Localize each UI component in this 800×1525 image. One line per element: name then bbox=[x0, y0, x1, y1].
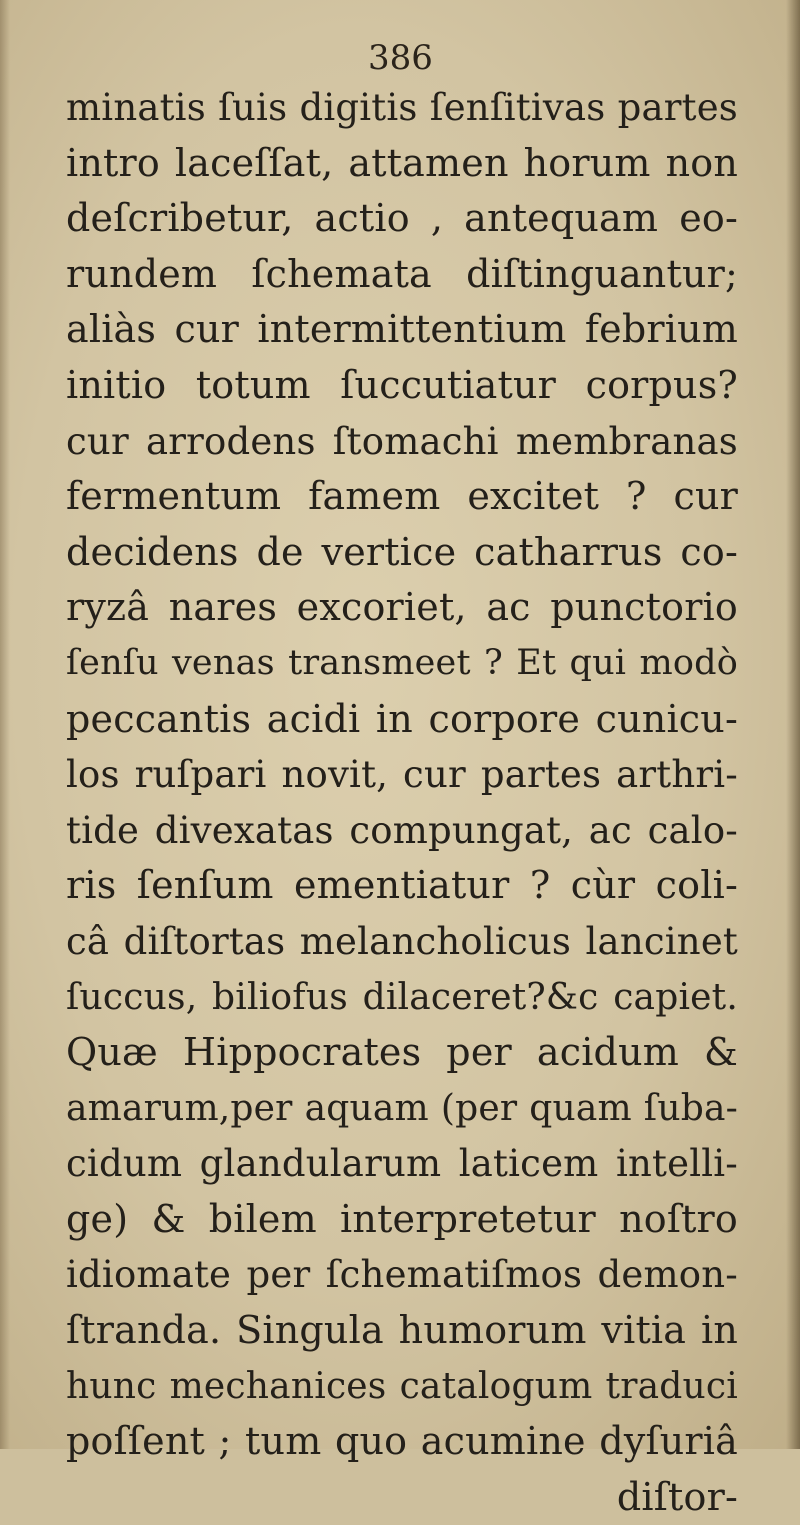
text-line: rundem ſchemata diſtinguantur; bbox=[66, 251, 738, 296]
text-line: fermentum famem excitet ? cur bbox=[66, 474, 738, 519]
text-line: intro laceſſat, attamen horum non bbox=[66, 140, 738, 185]
text-line: peccantis acidi in corpore cunicu- bbox=[66, 696, 738, 741]
text-line: ge) & bilem interpretetur noſtro bbox=[66, 1196, 738, 1241]
text-line: idiomate per ſchematiſmos demon- bbox=[66, 1253, 738, 1297]
page-gutter-shadow bbox=[0, 0, 10, 1449]
page-edge-shadow bbox=[786, 0, 800, 1449]
text-line: decidens de vertice catharrus co- bbox=[66, 529, 738, 574]
text-line: cidum glandularum laticem intelli- bbox=[66, 1142, 738, 1186]
text-line: ryzâ nares excoriet, ac punctorio bbox=[66, 585, 738, 630]
text-line: ſenſu venas transmeet ? Et qui modò bbox=[66, 642, 738, 683]
text-line: aliàs cur intermittentium febrium bbox=[66, 307, 738, 352]
text-line: câ diſtortas melancholicus lancinet bbox=[66, 919, 738, 963]
catchword: diſtor- bbox=[616, 1474, 738, 1519]
text-line: hunc mechanices catalogum traduci bbox=[66, 1365, 738, 1407]
text-line: ris ſenſum ementiatur ? cùr coli- bbox=[66, 863, 738, 908]
text-line: amarum,per aquam (per quam ſuba- bbox=[66, 1087, 738, 1129]
text-line: ſtranda. Singula humorum vitia in bbox=[66, 1308, 738, 1353]
text-line: Quæ Hippocrates per acidum & bbox=[66, 1030, 738, 1075]
text-line: deſcribetur, actio , antequam eo- bbox=[66, 196, 738, 241]
text-line: minatis ſuis digitis ſenſitivas partes bbox=[66, 86, 738, 129]
page-number: 386 bbox=[368, 38, 433, 78]
text-line: tide divexatas compungat, ac calo- bbox=[66, 808, 738, 852]
body-text bbox=[66, 80, 738, 1525]
text-line: cur arrodens ſtomachi membranas bbox=[66, 419, 738, 463]
text-line: initio totum ſuccutiatur corpus? bbox=[66, 362, 738, 407]
text-line: ſuccus, biliofus dilaceret?&c capiet. bbox=[66, 976, 738, 1018]
text-line: poſſent ; tum quo acumine dyſuriâ bbox=[66, 1419, 738, 1464]
text-line: los ruſpari novit, cur partes arthri- bbox=[66, 753, 738, 797]
